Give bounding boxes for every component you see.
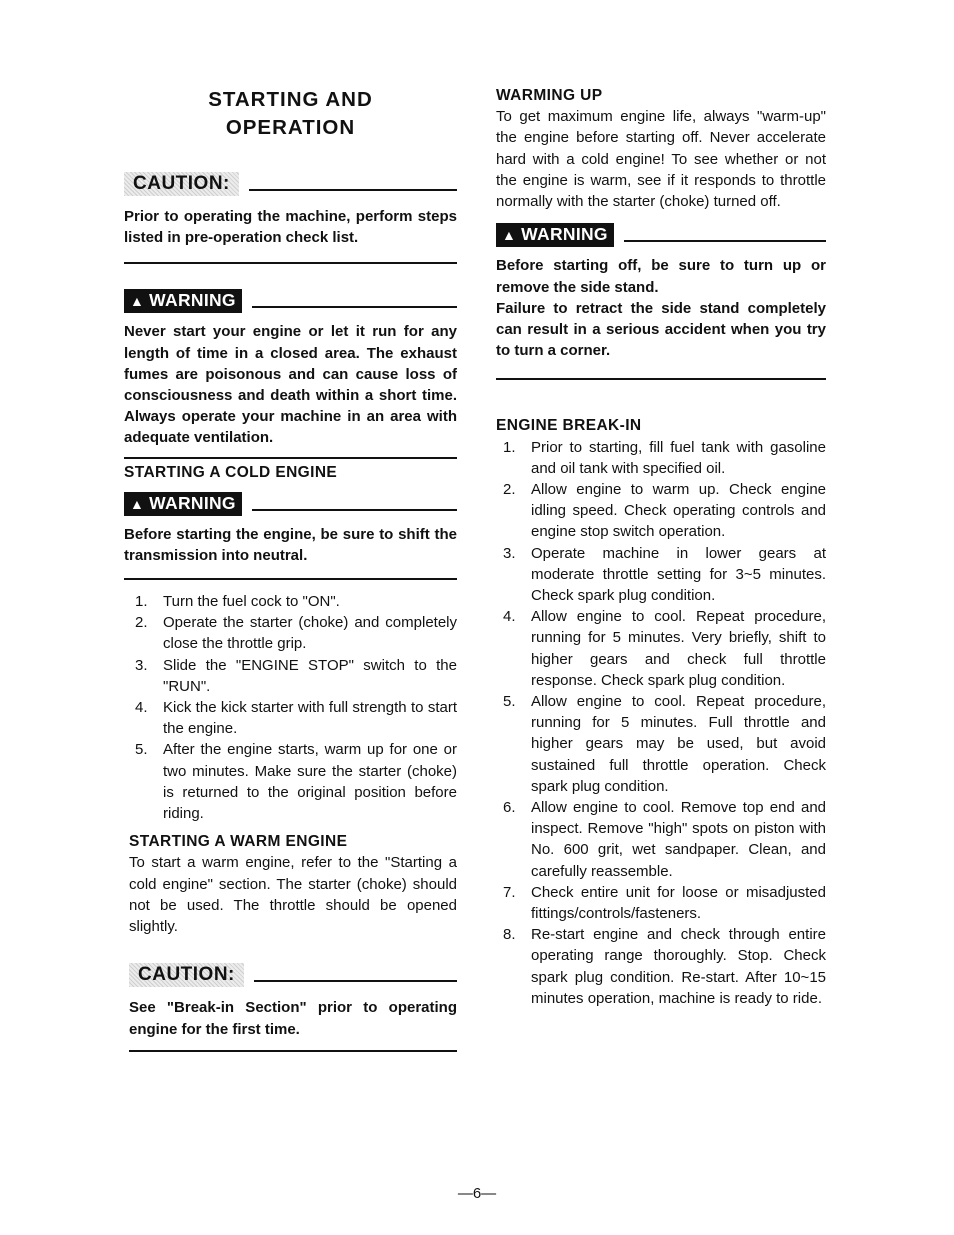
break-in-steps: [496, 437, 826, 1009]
step-number: 3.: [503, 544, 516, 562]
section-heading: STARTING A COLD ENGINE: [124, 463, 338, 481]
step-text: Allow engine to warm up. Check engine idling speed. Check operating controls and engine stop switch operation.: [531, 480, 826, 541]
divider: [124, 457, 457, 459]
divider: [496, 378, 826, 380]
list-item: [135, 739, 457, 824]
list-item: [135, 655, 457, 697]
label-underline: [252, 294, 457, 308]
warning-text-2: Failure to retract the side stand completely can result in a serious accident when you try to turn a corner.: [496, 299, 826, 360]
step-text: Allow engine to cool. Repeat procedure, running for 5 minutes. Full throttle and higher gears may be used, but avoid sustained full throttle operation. Check spark plug condition.: [531, 692, 826, 795]
label-underline: [254, 968, 457, 982]
list-item: [503, 797, 826, 882]
section-cold-engine: [124, 463, 457, 825]
caution-text: See "Break-in Section" prior to operating engine for the first time.: [129, 999, 457, 1038]
divider: [124, 262, 457, 264]
section-warming-up: [496, 86, 826, 212]
step-number: 3.: [135, 656, 148, 674]
list-item: [503, 924, 826, 1009]
warning-label-text: WARNING: [149, 290, 236, 311]
caution-box-preop: [124, 172, 457, 264]
caution-box-break-in: [124, 963, 457, 1051]
step-number: 6.: [503, 798, 516, 816]
warning-label-text: WARNING: [149, 492, 236, 513]
warning-label-text: WARNING: [521, 224, 608, 245]
warning-label: [124, 492, 242, 516]
section-heading: ENGINE BREAK-IN: [496, 416, 642, 434]
label-underline: [249, 177, 457, 191]
warning-box-side-stand: [496, 223, 826, 379]
step-text: Slide the "ENGINE STOP" switch to the "RUN".: [163, 656, 457, 695]
step-number: 1.: [503, 438, 516, 456]
list-item: [503, 479, 826, 543]
warning-text-1: Before starting off, be sure to turn up or remove the side stand.: [496, 257, 826, 296]
step-number: 1.: [135, 593, 148, 611]
divider: [129, 1050, 457, 1052]
warning-text: Before starting the engine, be sure to shift the transmission into neutral.: [124, 525, 457, 564]
page-title: [124, 86, 457, 142]
list-item: [135, 612, 457, 654]
divider: [124, 578, 457, 580]
caution-label: CAUTION:: [129, 963, 244, 987]
step-number: 4.: [503, 608, 516, 626]
list-item: [503, 606, 826, 691]
step-number: 8.: [503, 926, 516, 944]
step-text: Turn the fuel cock to "ON".: [163, 593, 340, 611]
step-number: 4.: [135, 699, 148, 717]
label-underline: [624, 228, 826, 242]
warming-up-text: To get maximum engine life, always "warm-up" the engine before starting off. Never accelerate hard with a cold engine! To see whether or not the engine is warm, see if it responds to throttle normally with the starter (choke) turned off.: [496, 108, 826, 211]
caution-label: CAUTION:: [124, 172, 239, 196]
step-text: Re-start engine and check through entire operating range thoroughly. Stop. Check spark plug condition. Re-start. After 10~15 minutes operation, machine is ready to ride.: [531, 926, 826, 1007]
warning-triangle-icon: ▲: [130, 495, 145, 512]
section-heading: STARTING A WARM ENGINE: [129, 833, 348, 851]
warning-triangle-icon: ▲: [130, 293, 145, 310]
section-heading: WARMING UP: [496, 87, 603, 104]
list-item: [135, 697, 457, 739]
left-column: [124, 86, 457, 1052]
list-item: [503, 543, 826, 607]
list-item: [503, 437, 826, 479]
warning-triangle-icon: ▲: [502, 227, 517, 244]
warning-label: [496, 223, 614, 247]
cold-engine-steps: [124, 591, 457, 824]
caution-text: Prior to operating the machine, perform steps listed in pre-operation check list.: [124, 208, 457, 247]
step-number: 2.: [503, 480, 516, 498]
title-line-1: STARTING AND: [208, 88, 373, 111]
step-text: After the engine starts, warm up for one or two minutes. Make sure the starter (choke) is returned to the original position before riding.: [163, 741, 457, 823]
warm-engine-text: To start a warm engine, refer to the "Starting a cold engine" section. The starter (choke) should not be used. The throttle should be opened slightly.: [129, 854, 457, 936]
step-number: 5.: [503, 692, 516, 710]
step-number: 7.: [503, 883, 516, 901]
title-line-2: OPERATION: [225, 116, 356, 139]
list-item: [503, 691, 826, 797]
step-text: Operate the starter (choke) and completely close the throttle grip.: [163, 614, 457, 653]
step-text: Kick the kick starter with full strength to start the engine.: [163, 699, 457, 738]
warning-box-fumes: [124, 289, 457, 458]
page-number: —6—: [457, 1185, 497, 1202]
step-text: Check entire unit for loose or misadjusted fittings/controls/fasteners.: [531, 883, 826, 922]
section-warm-engine: [124, 832, 457, 937]
step-number: 5.: [135, 741, 148, 759]
right-column: [496, 86, 826, 1009]
warning-label: [124, 289, 242, 313]
section-break-in: [496, 416, 826, 1009]
step-text: Allow engine to cool. Remove top end and inspect. Remove "high" spots on piston with No. 600 grit, wet sandpaper. Clean, and carefully reassemble.: [531, 798, 826, 880]
list-item: [503, 882, 826, 924]
list-item: [135, 591, 457, 612]
step-text: Allow engine to cool. Repeat procedure, running for 5 minutes. Very briefly, shift to higher gears and check full throttle response. Check spark plug condition.: [531, 608, 826, 689]
warning-text: Never start your engine or let it run for any length of time in a closed area. The exhaust fumes are poisonous and can cause loss of consciousness and death within a short time. Always operate your machine in an area with adequate ventilation.: [124, 323, 457, 447]
step-text: Operate machine in lower gears at moderate throttle setting for 3~5 minutes. Check spark plug condition.: [531, 544, 826, 604]
step-text: Prior to starting, fill fuel tank with gasoline and oil tank with specified oil.: [531, 438, 826, 477]
label-underline: [252, 497, 457, 511]
step-number: 2.: [135, 614, 148, 632]
